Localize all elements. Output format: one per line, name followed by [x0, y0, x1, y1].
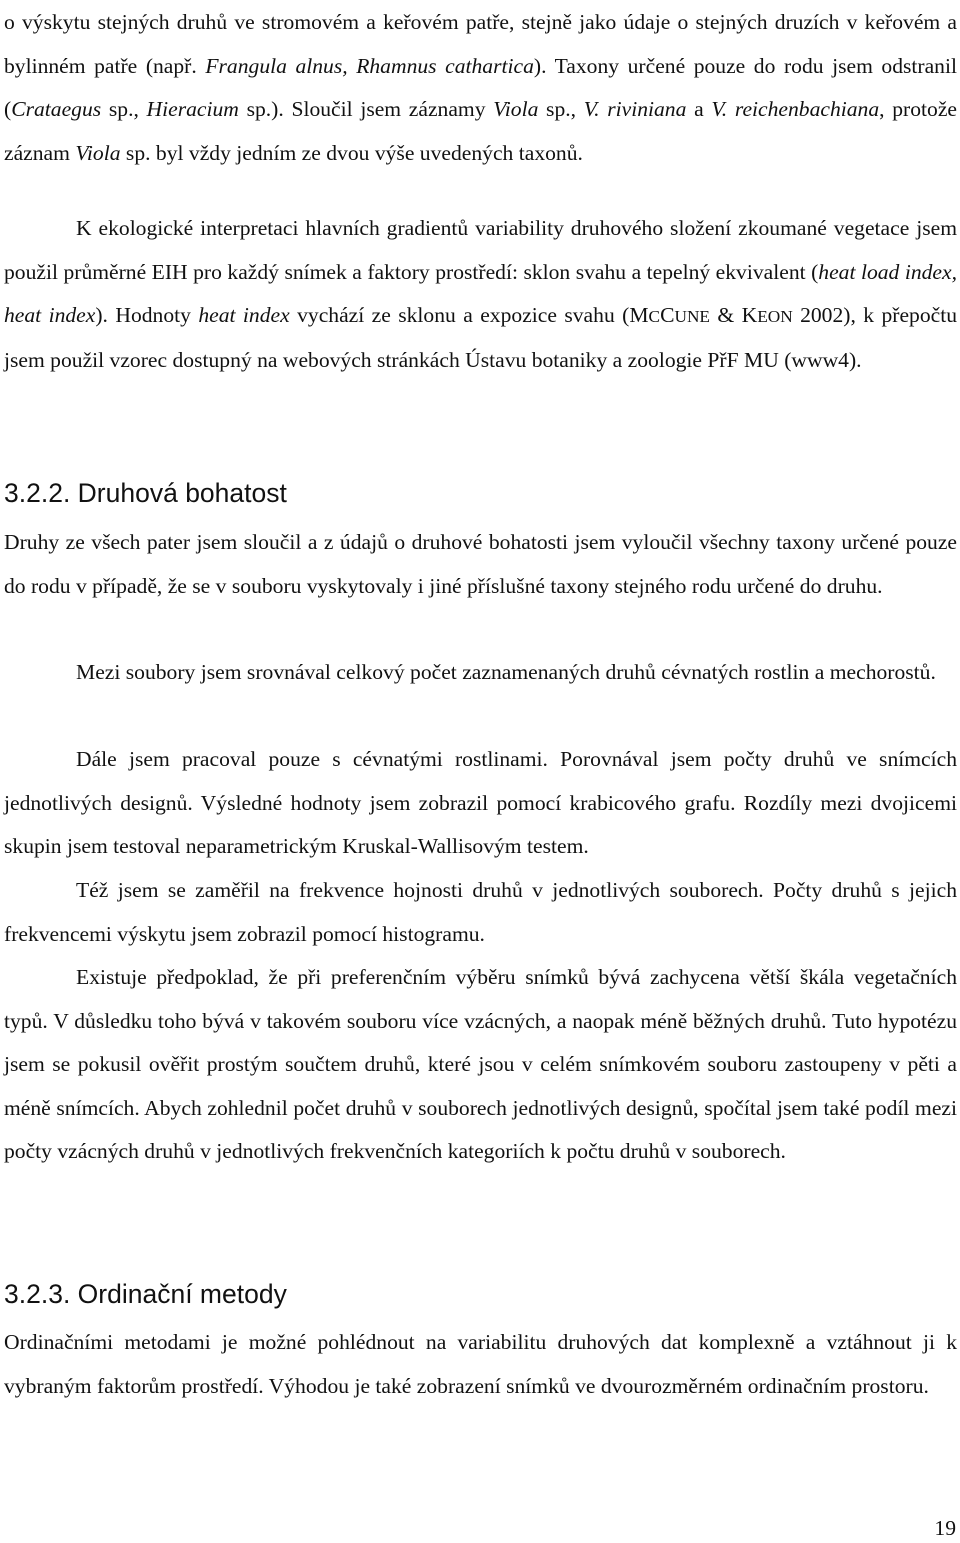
text-run: & K	[709, 303, 758, 328]
small-caps-run: UNE	[674, 307, 710, 327]
italic-species: V. reichenbachiana	[711, 97, 880, 122]
italic-genus: Crataegus	[11, 97, 102, 122]
text-run: ). Taxony určené pouze do rodu jsem odstranil (	[4, 53, 957, 122]
text-run: , protože záznam	[4, 97, 957, 165]
text-run: C	[660, 303, 675, 328]
text-run: 2002), k přepočtu jsem použil vzorec dostupný na webových stránkách Ústavu botaniky a zoologie PřF MU (www4).	[4, 303, 958, 372]
small-caps-run: EON	[757, 307, 793, 327]
text-run: sp.,	[101, 97, 147, 122]
paragraph-taxa-merging	[4, 1, 957, 175]
paragraph-ecological-interpretation	[4, 207, 957, 382]
paragraph-species-count: Mezi soubory jsem srovnával celkový počet zaznamenaných druhů cévnatých rostlin a mechorostů.	[76, 660, 936, 684]
italic-genus: Hieracium	[146, 97, 239, 122]
text-run: ). Hodnoty	[95, 303, 199, 328]
text-run: a	[686, 97, 712, 122]
section-heading-species-richness: 3.2.2. Druhová bohatost	[4, 478, 287, 508]
italic-species: Frangula alnus, Rhamnus cathartica	[205, 53, 534, 78]
section-heading-ordination: 3.2.3. Ordinační metody	[4, 1279, 287, 1309]
paragraph-hypothesis: Existuje předpoklad, že při preferenčním výběru snímků bývá zachycena větší škála vegetačních typů. V důsledku toho bývá v takovém souboru více vzácných, a naopak méně běžných druhů. Tuto hypotézu jsem se pokusil ověřit prostým součtem druhů, které jsou v celém snímkovém souboru zastoupeny v pěti a méně snímcích. Abych zohlednil počet druhů v souborech jednotlivých designů, spočítal jsem také podíl mezi počty vzácných druhů v jednotlivých frekvenčních kategoriích k počtu druhů v souborech.	[4, 965, 957, 1164]
italic-term: heat index	[198, 303, 290, 328]
text-run: K ekologické interpretaci hlavních gradientů variability druhového složení zkoumané vegetace jsem použil průměrné EIH pro každý snímek a faktory prostředí: sklon svahu a tepelný ekvivalent (	[4, 216, 957, 284]
text-run: o výskytu stejných druhů ve stromovém a keřovém patře, stejně jako údaje o stejných druzích v keřovém a bylinném patře (např.	[4, 10, 957, 78]
paragraph-frequency: Též jsem se zaměřil na frekvence hojnosti druhů v jednotlivých souborech. Počty druhů s jejich frekvencemi výskytu jsem zobrazil pomocí histogramu.	[4, 878, 957, 946]
small-caps-run: C	[648, 307, 661, 327]
italic-term: heat load index, heat index	[4, 259, 957, 328]
paragraph-species-merging: Druhy ze všech pater jsem sloučil a z údajů o druhové bohatosti jsem vyloučil všechny taxony určené pouze do rodu v případě, že se v souboru vyskytovaly i jiné příslušné taxony stejného rodu určené do druhu.	[4, 530, 957, 598]
text-run: vychází ze sklonu a expozice svahu (M	[289, 303, 649, 328]
text-run: sp. byl vždy jedním ze dvou výše uvedených taxonů.	[120, 140, 583, 165]
text-run: sp.). Sloučil jsem záznamy	[238, 97, 494, 122]
italic-species: V. riviniana	[583, 97, 687, 122]
italic-genus: Viola	[75, 140, 121, 165]
text-run: sp.,	[538, 97, 584, 122]
paragraph-ordination: Ordinačními metodami je možné pohlédnout na variabilitu druhových dat komplexně a vztáhnout ji k vybraným faktorům prostředí. Výhodou je také zobrazení snímků ve dvourozměrném ordinačním prostoru.	[4, 1330, 957, 1398]
page-number: 19	[934, 1516, 956, 1540]
paragraph-vascular-plants: Dále jsem pracoval pouze s cévnatými rostlinami. Porovnával jsem počty druhů ve snímcích jednotlivých designů. Výsledné hodnoty jsem zobrazil pomocí krabicového grafu. Rozdíly mezi dvojicemi skupin jsem testoval neparametrickým Kruskal-Wallisovým testem.	[4, 747, 957, 859]
italic-genus: Viola	[493, 97, 539, 122]
